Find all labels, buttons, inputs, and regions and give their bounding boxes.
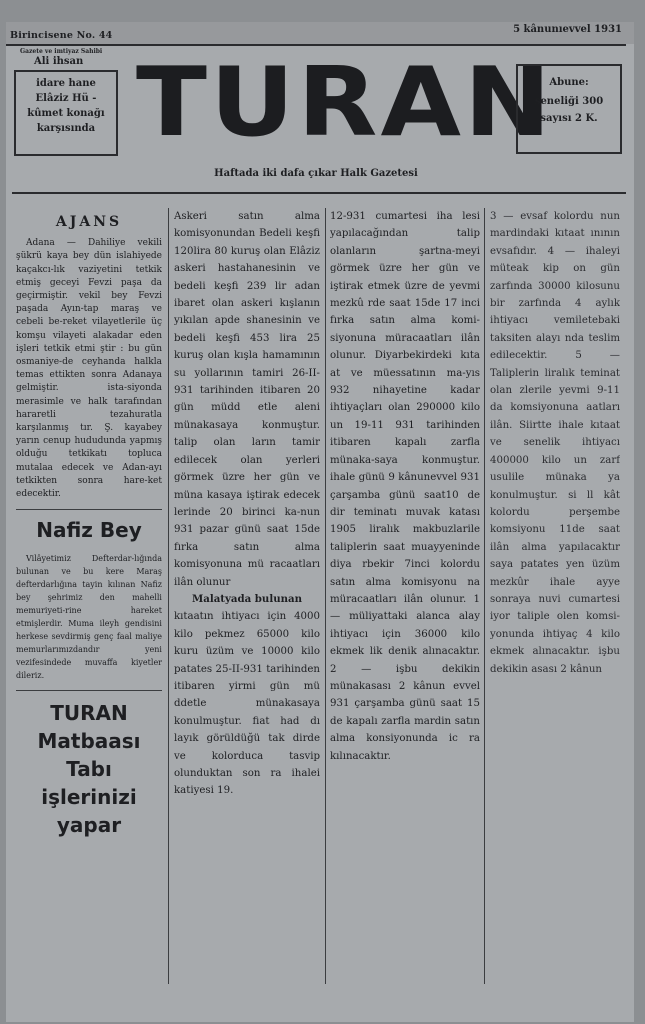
column-tender-1: [174, 208, 320, 988]
print-shop-advert: [16, 699, 162, 839]
column-ajans: [16, 208, 162, 998]
advert-line: yapar: [56, 813, 122, 838]
admin-line: Elâziz Hü -: [35, 93, 97, 104]
advert-line: Tabı: [66, 757, 112, 782]
masthead-rule: [12, 192, 626, 194]
advert-line: Matbaası: [37, 729, 141, 754]
admin-line: idare hane: [36, 78, 96, 89]
ajans-article: Adana — Dahiliye vekili şükrü kaya bey dün islahiyede kaçakcı-lık vaziyetini tetkik etmiş geceyi Fevzi paşa da geçirmiştir. vekil bey Fevzi paşada Ayın-tap maraş ve cebeli be-reket vilayetlerile üç komşu vilayeti alakadar eden işleri tetkik etmi ştir : bu gün osmaniye-de ceyhanda halkla temas ettikten sonra Adanaya gelmiştir. ista-siyonda merasimle ve halk tarafından hararetli tezahuratla karşılanmış tır. Ş. kayabey yarın cenup hududunda yapmış olduğu tetkikatı topluca mutalaa edecek ve Adan-ayı tetkikten sonra hare-ket edecektir.: [16, 238, 162, 500]
subscription-year: seneliği 300: [534, 96, 604, 107]
column-tender-3: [490, 208, 620, 988]
tender-article: kıtaatın ihtiyacı için 4000 kilo pekmez 65000 kilo kuru üzüm ve 10000 kilo patates 25-II-931 tarihinden itibaren yirmi gün mü ddetle münakasaya konulmuştur. fiat had dı layık görüldüğü tak dirde ve kolorduca tasvip olunduktan son ra ihalei katiyesi 19.: [174, 611, 320, 797]
tender-article: 3 — evsaf kolordu nun mardindaki kıtaat ınının evsafıdır. 4 — ihaleyi müteak kip on gün zarfında 30000 kilosunu bir zarfında 4 aylık ihtiyacı vemiletebaki taksiten alayı nda teslim edilecektir. 5 — Taliplerin liralık teminat olan zlerile yevmi 9-11 da komsiyonuna aatları ilân. Siirtte ihale kıtaat ve senelik ihtiyacı 400000 kilo un zarf usulile münaka ya konulmuştur. si ll kât kolordu perşembe komsiyonu 11de saat ilân alma yapılacaktır saya patates yen üzüm mezkûr ihale ayye sonraya nuvi cumartesi iyor taliple olen komsi-yonunda ihtiyaç 4 kilo ekmek alınacaktır. işbu dekikin asası 2 kânun: [490, 211, 620, 675]
masthead-title: TURAN: [136, 45, 554, 159]
subscription-title: Abune:: [549, 77, 589, 88]
column-divider: [484, 208, 485, 984]
owner-name: Ali ihsan: [34, 56, 84, 67]
column-tender-2: [330, 208, 480, 988]
subscription-box: [516, 64, 622, 154]
issue-date: 5 kânunıevvel 1931: [513, 24, 622, 35]
tender-article: 12-931 cumartesi iha lesi yapılacağından talip olanların şartna-meyi görmek üzre her gün ve iştirak etmek üzre de yevmi mezkû rde saat 15de 17 inci fırka satın alma komi-siyonuna müracaatları ilân olunur. Diyarbekirdeki kıta at ve müessatının ma-yıs 932 nihayetine kadar ihtiyaçları olan 290000 kilo un 19-11 931 tarihinden itibaren kapalı zarfla münaka-saya konmuştur. ihale günü 9 kânunevvel 931 çarşamba günü saat10 de dir teminatı muvak katası 1905 liralık makbuzlarile taliplerin saat muayyeninde diya rbekir 7inci kolordu satın alma komisyonu na müracaatları ilân olunur. 1 — müliyattaki alanca alay ihtiyacı için 36000 kilo ekmek lik denik alınacaktır. 2 — işbu dekikin münakasası 2 kânun evvel 931 çarşamba günü saat 15 de kapalı zarfla mardin satın alma konsiyonunda ic ra kılınacaktır.: [330, 211, 480, 762]
column-divider: [168, 208, 169, 984]
section-divider: [16, 509, 162, 510]
malatya-subheading: Malatyada bulunan: [191, 592, 303, 605]
subscription-issue-price: sayısı 2 K.: [540, 113, 598, 124]
admin-line: karşısında: [36, 123, 96, 134]
nafiz-heading: Nafiz Bey: [36, 518, 142, 543]
advert-line: işlerinizi: [41, 785, 137, 810]
admin-address-box: [14, 70, 118, 156]
tender-article: Askeri satın alma komisyonundan Bedeli keşfi 120lira 80 kuruş olan Elâziz askeri hastahanesinin ve bedeli keşfi 239 lir adan ibaret olan askeri kışlanın yıkılan apde shanesinin ve bedeli keşfi 453 lira 25 kuruş olan kışla hamamının su yollarının tamiri 26-II-931 tarihinden itibaren 20 gün müdd etle aleni münakasaya konmuştur. talip olan ların tamir edilecek olan yerleri görmek üzre her gün ve müna kasaya iştirak edecek lerinde 20 birinci ka-nun 931 pazar günü saat 15de fırka satın alma komisyonuna mü racaatları ilân olunur: [174, 211, 320, 588]
ajans-heading: AJANS: [55, 214, 123, 230]
issue-number: Birincisene No. 44: [10, 30, 113, 41]
section-divider: [16, 690, 162, 691]
column-divider: [325, 208, 326, 984]
admin-line: kûmet konağı: [27, 108, 105, 119]
nafiz-article: Vilâyetimiz Defterdar-lığında bulunan ve bu kere Maraş defterdarlığına tayin kılınan Nafiz bey şehrimiz den mahelli memuriyeti-rine hareket etmişlerdir. Muma ileyh gendisini herkese sevdirmiş genç faal maliye memurlarımızdandır yeni vezifesindede muvaffa kiyetler dileriz.: [16, 554, 162, 681]
newspaper-page: [6, 22, 634, 1022]
owner-subtitle: Gazete ve imtiyaz Sahibi: [20, 48, 103, 55]
tagline: Haftada iki dafa çıkar Halk Gazetesi: [214, 168, 418, 179]
advert-line: TURAN: [50, 701, 128, 726]
